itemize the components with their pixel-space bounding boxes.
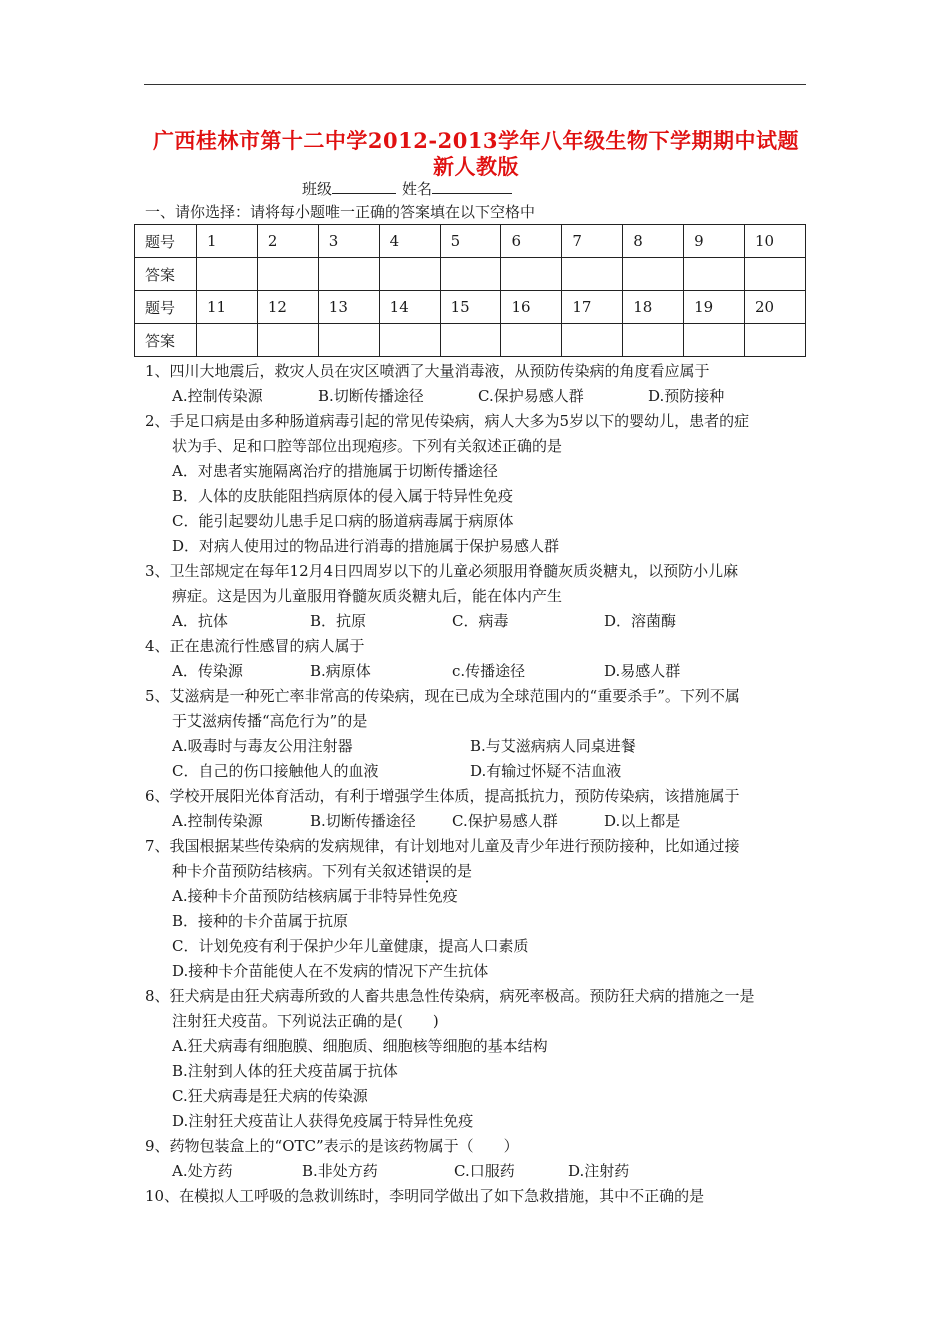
answer-cell[interactable] [197,324,258,357]
question-number-cell: 19 [684,291,745,324]
option-c: C．计划免疫有利于保护少年儿童健康，提高人口素质 [172,937,529,955]
question-stem: 6、学校开展阳光体育活动，有利于增强学生体质，提高抵抗力，预防传染病，该措施属于 [145,787,740,805]
answer-cell[interactable] [318,324,379,357]
question-stem: 5、艾滋病是一种死亡率非常高的传染病，现在已成为全球范围内的“重要杀手”。下列不属 [145,687,740,705]
option-b: B．人体的皮肤能阻挡病原体的侵入属于特异性免疫 [172,487,514,505]
option-c: C．自己的伤口接触他人的血液 [172,762,379,780]
option-a: A.接种卡介苗预防结核病属于非特异性免疫 [172,887,458,905]
option-d: D.注射狂犬疫苗让人获得免疫属于特异性免疫 [172,1112,474,1130]
answer-cell[interactable] [197,258,258,291]
answer-cell[interactable] [379,324,440,357]
option-c: C.狂犬病毒是狂犬病的传染源 [172,1087,368,1105]
option-c: C．能引起婴幼儿患手足口病的肠道病毒属于病原体 [172,512,514,530]
page-title: 广西桂林市第十二中学2012-2013学年八年级生物下学期期中试题 [152,128,800,153]
name-blank [432,179,512,194]
option-a: A．抗体 [172,612,228,630]
question-number-cell: 8 [623,225,684,258]
question-number-label: 题号 [135,291,197,324]
answer-cell[interactable] [623,324,684,357]
answer-cell[interactable] [379,258,440,291]
table-row [135,225,806,258]
answer-cell[interactable] [684,258,745,291]
option-d: D.注射药 [568,1162,630,1180]
answer-cell[interactable] [745,324,806,357]
answer-cell[interactable] [501,324,562,357]
option-d: D.易感人群 [604,662,681,680]
class-name-line [302,178,512,199]
question-stem-cont: 于艾滋病传播“高危行为”的是 [172,712,368,730]
header-rule [144,84,806,85]
answer-cell[interactable] [562,258,623,291]
answer-cell[interactable] [684,324,745,357]
class-blank [332,179,396,194]
question-stem: 8、狂犬病是由狂犬病毒所致的人畜共患急性传染病，病死率极高。预防狂犬病的措施之一是 [145,987,755,1005]
question-number-cell: 16 [501,291,562,324]
answer-cell[interactable] [623,258,684,291]
option-d: D.有输过怀疑不洁血液 [470,762,622,780]
question-stem: 3、卫生部规定在每年12月4日四周岁以下的儿童必须服用脊髓灰质炎糖丸，以预防小儿麻 [145,562,739,580]
question-number-cell: 12 [257,291,318,324]
question-number-cell: 2 [257,225,318,258]
option-a: A.狂犬病毒有细胞膜、细胞质、细胞核等细胞的基本结构 [172,1037,548,1055]
section-heading: 一、请你选择：请将每小题唯一正确的答案填在以下空格中 [145,203,536,221]
question-number-cell: 10 [745,225,806,258]
question-stem: 2、手足口病是由多种肠道病毒引起的常见传染病，病人大多为5岁以下的婴幼儿，患者的症 [145,412,750,430]
emphasis-word: 错误 [412,862,443,880]
stem-text-end: 的是 [442,862,473,880]
answer-label: 答案 [135,324,197,357]
question-number-cell: 11 [197,291,258,324]
question-number-cell: 17 [562,291,623,324]
answer-cell[interactable] [440,324,501,357]
option-c: C．病毒 [452,612,509,630]
question-number-cell: 20 [745,291,806,324]
table-row [135,291,806,324]
option-c: C.保护易感人群 [478,387,584,405]
option-b: B.与艾滋病病人同桌进餐 [470,737,636,755]
option-b: B.非处方药 [302,1162,378,1180]
stem-text: 种卡介苗预防结核病。下列有关叙述 [172,862,413,880]
question-number-cell: 4 [379,225,440,258]
question-stem: 7、我国根据某些传染病的发病规律，有计划地对儿童及青少年进行预防接种，比如通过接 [145,837,740,855]
option-b: B．接种的卡介苗属于抗原 [172,912,349,930]
question-number-cell: 9 [684,225,745,258]
question-stem: 10、在模拟人工呼吸的急救训练时，李明同学做出了如下急救措施，其中不正确的是 [145,1187,705,1205]
question-stem-cont [172,860,472,881]
answer-cell[interactable] [257,324,318,357]
answer-table [134,224,806,357]
option-a: A.吸毒时与毒友公用注射器 [172,737,353,755]
question-number-cell: 1 [197,225,258,258]
option-b: B.病原体 [310,662,371,680]
answer-cell[interactable] [562,324,623,357]
option-c: C.保护易感人群 [452,812,558,830]
question-number-cell: 7 [562,225,623,258]
answer-cell[interactable] [440,258,501,291]
question-number-cell: 3 [318,225,379,258]
question-number-label: 题号 [135,225,197,258]
question-stem: 1、四川大地震后，救灾人员在灾区喷洒了大量消毒液，从预防传染病的角度看应属于 [145,362,710,380]
question-number-cell: 6 [501,225,562,258]
option-a: A.控制传染源 [172,387,263,405]
name-label: 姓名 [402,180,433,198]
answer-label: 答案 [135,258,197,291]
option-b: B.注射到人体的狂犬疫苗属于抗体 [172,1062,398,1080]
page-subtitle: 新人教版 [433,154,519,179]
question-stem-cont: 注射狂犬疫苗。下列说法正确的是( ) [172,1012,439,1030]
answer-cell[interactable] [318,258,379,291]
table-row [135,324,806,357]
option-b: B.切断传播途径 [318,387,424,405]
question-stem: 4、正在患流行性感冒的病人属于 [145,637,365,655]
option-d: D．溶菌酶 [604,612,677,630]
answer-cell[interactable] [257,258,318,291]
option-a: A.控制传染源 [172,812,263,830]
option-d: D．对病人使用过的物品进行消毒的措施属于保护易感人群 [172,537,560,555]
question-number-cell: 5 [440,225,501,258]
option-d: D.接种卡介苗能使人在不发病的情况下产生抗体 [172,962,489,980]
question-stem-cont: 痹症。这是因为儿童服用脊髓灰质炎糖丸后，能在体内产生 [172,587,563,605]
option-a: A．传染源 [172,662,243,680]
question-stem-cont: 状为手、足和口腔等部位出现疱疹。下列有关叙述正确的是 [172,437,563,455]
option-a: A．对患者实施隔离治疗的措施属于切断传播途径 [172,462,498,480]
table-row [135,258,806,291]
question-number-cell: 14 [379,291,440,324]
question-number-cell: 18 [623,291,684,324]
option-d: D.以上都是 [604,812,681,830]
option-c: c.传播途径 [452,662,526,680]
question-number-cell: 15 [440,291,501,324]
option-b: B.切断传播途径 [310,812,416,830]
answer-cell[interactable] [745,258,806,291]
question-number-cell: 13 [318,291,379,324]
option-d: D.预防接种 [648,387,725,405]
question-stem: 9、药物包装盒上的“OTC”表示的是该药物属于（ ） [145,1137,519,1155]
option-a: A.处方药 [172,1162,233,1180]
option-b: B．抗原 [310,612,367,630]
option-c: C.口服药 [454,1162,515,1180]
class-label: 班级 [302,180,333,198]
answer-cell[interactable] [501,258,562,291]
